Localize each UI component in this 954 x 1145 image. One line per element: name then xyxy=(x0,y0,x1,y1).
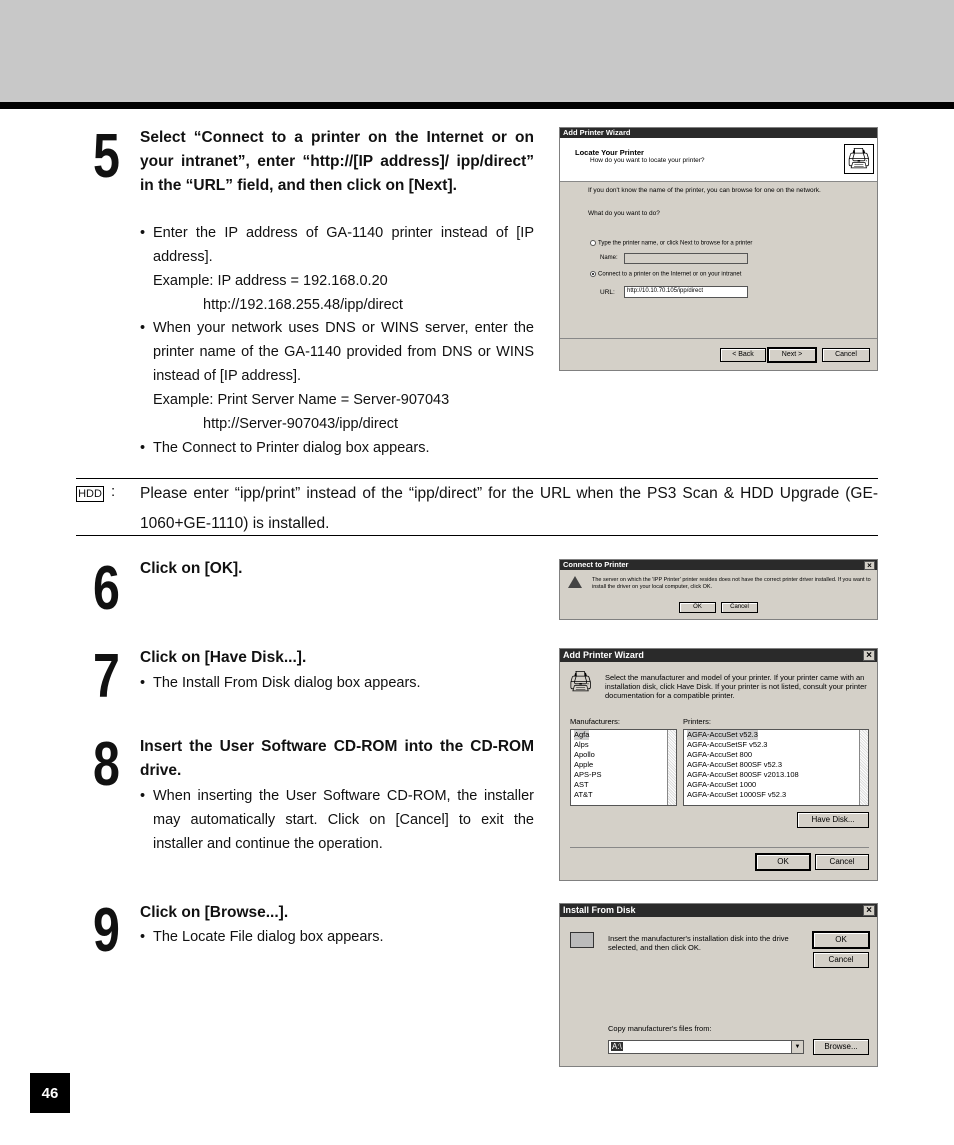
warning-icon xyxy=(568,576,582,588)
install-disk-message: Insert the manufacturer's installation disk into the drive selected, and then click OK. xyxy=(608,934,789,952)
ok-button[interactable]: OK xyxy=(679,602,716,613)
connect-message: The server on which the 'IPP Printer' printer resides does not have the correct printer driver installed. If you want to install the driver on your local computer, click OK. xyxy=(592,577,871,590)
step-5-example-1-label: Example: IP address = 192.168.0.20 xyxy=(153,273,388,289)
list-item[interactable]: AGFA-AccuSet v52.3 xyxy=(687,730,758,739)
radio-label: Type the printer name, or click Next to browse for a printer xyxy=(598,240,753,247)
step-5-bullet-2: • When your network uses DNS or WINS server, enter the printer name of the GA-1140 provided from DNS or WINS instead of [IP address]. xyxy=(140,316,534,388)
dialog-title-text: Connect to Printer xyxy=(563,560,629,569)
cancel-button[interactable]: Cancel xyxy=(822,348,870,362)
scrollbar[interactable] xyxy=(667,730,676,805)
radio-icon xyxy=(590,271,596,277)
note-text: Please enter “ipp/print” instead of the “ipp/direct” for the URL when the PS3 Scan & HDD Upgrade (GE-1060+GE-1110) is installed. xyxy=(140,485,878,532)
disk-drive-icon xyxy=(570,932,594,948)
dialog-title: Add Printer Wizard xyxy=(560,128,877,138)
printer-icon: 🖨 xyxy=(844,144,874,174)
step-5-title: Select “Connect to a printer on the Internet or on your intranet”, enter “http://[IP address]/ ipp/direct” in the “URL” field, and then click on [Next]. xyxy=(140,129,534,194)
install-from-disk-dialog xyxy=(559,903,878,1067)
page-number: 46 xyxy=(30,1073,70,1113)
list-item[interactable]: Agfa xyxy=(574,730,590,739)
step-5-example-2-url: http://Server-907043/ipp/direct xyxy=(203,416,399,432)
chevron-down-icon[interactable]: ▼ xyxy=(791,1041,803,1053)
header-rule xyxy=(0,102,954,109)
divider xyxy=(560,338,877,339)
list-item[interactable]: AGFA-AccuSetSF v52.3 xyxy=(687,740,768,749)
cancel-button[interactable]: Cancel xyxy=(721,602,758,613)
radio-icon xyxy=(590,240,596,246)
wizard-question: What do you want to do? xyxy=(588,210,660,217)
cancel-button[interactable]: Cancel xyxy=(813,952,869,968)
wizard-header-panel xyxy=(560,138,877,182)
manufacturers-label: Manufacturers: xyxy=(570,717,621,726)
wizard-subheading: How do you want to locate your printer? xyxy=(590,157,705,164)
printers-label: Printers: xyxy=(683,717,711,726)
path-value: A:\ xyxy=(612,1042,622,1051)
dialog-title-text: Install From Disk xyxy=(563,905,636,915)
wizard-info-text: If you don't know the name of the printer, you can browse for one on the network. xyxy=(588,187,821,194)
list-item[interactable]: AST xyxy=(574,780,589,789)
printer-disk-icon: 🖨 xyxy=(568,671,594,693)
name-label: Name: xyxy=(600,255,618,261)
scrollbar[interactable] xyxy=(859,730,868,805)
browse-button[interactable]: Browse... xyxy=(813,1039,869,1055)
note-colon: : xyxy=(111,483,116,500)
copy-files-label: Copy manufacturer's files from: xyxy=(608,1024,712,1033)
radio-connect-internet[interactable] xyxy=(590,271,741,278)
step-9-title: Click on [Browse...]. xyxy=(140,904,289,921)
list-item[interactable]: Alps xyxy=(574,740,589,749)
back-button[interactable]: < Back xyxy=(720,348,766,362)
wizard-heading: Locate Your Printer xyxy=(575,148,644,157)
path-combo[interactable] xyxy=(608,1040,804,1054)
connect-to-printer-dialog xyxy=(559,559,878,620)
step-9-number: 9 xyxy=(93,896,118,965)
step-5-bullet-1: • Enter the IP address of GA-1140 printer instead of [IP address]. xyxy=(140,221,534,269)
add-printer-wizard-dialog xyxy=(559,127,878,371)
name-field[interactable] xyxy=(624,253,748,264)
header-band xyxy=(0,0,954,102)
step-6-number: 6 xyxy=(93,554,118,623)
have-disk-button[interactable]: Have Disk... xyxy=(797,812,869,828)
radio-label: Connect to a printer on the Internet or on your intranet xyxy=(598,271,742,278)
manufacturers-list[interactable] xyxy=(570,729,677,806)
step-8-bullet-1: • When inserting the User Software CD-ROM, the installer may automatically start. Click on [Cancel] to exit the installer and continue the operation. xyxy=(140,784,534,856)
step-5-example-1-url: http://192.168.255.48/ipp/direct xyxy=(203,297,403,313)
step-8-number: 8 xyxy=(93,730,118,799)
close-icon[interactable]: × xyxy=(863,650,875,661)
list-item[interactable]: Apollo xyxy=(574,750,595,759)
dialog-title-text: Add Printer Wizard xyxy=(563,650,644,660)
list-item[interactable]: AGFA-AccuSet 1000 xyxy=(687,780,757,789)
dialog-title xyxy=(560,560,877,570)
close-icon[interactable]: × xyxy=(863,905,875,916)
list-item[interactable]: AT&T xyxy=(574,790,593,799)
step-5-bullet-3: • The Connect to Printer dialog box appears. xyxy=(140,436,534,460)
list-item[interactable]: AGFA-AccuSet 800SF v2013.108 xyxy=(687,770,799,779)
ok-button[interactable]: OK xyxy=(813,932,869,948)
ok-button[interactable]: OK xyxy=(756,854,810,870)
list-item[interactable]: Apple xyxy=(574,760,594,769)
step-9-bullet-1: • The Locate File dialog box appears. xyxy=(140,925,534,949)
next-button[interactable]: Next > xyxy=(768,348,816,362)
url-field[interactable]: http://10.10.70.105/ipp/direct xyxy=(624,286,748,298)
add-printer-wizard-manufacturer-dialog xyxy=(559,648,878,881)
dialog-title xyxy=(560,649,877,662)
dialog-title xyxy=(560,904,877,917)
hdd-tag: HDD xyxy=(76,486,104,502)
cancel-button[interactable]: Cancel xyxy=(815,854,869,870)
divider xyxy=(570,847,869,848)
step-7-title: Click on [Have Disk...]. xyxy=(140,649,307,666)
list-item[interactable]: AGFA-AccuSet 800SF v52.3 xyxy=(687,760,783,769)
step-6-title: Click on [OK]. xyxy=(140,560,243,577)
list-item[interactable]: AGFA-AccuSet 800 xyxy=(687,750,753,759)
step-7-bullet-1: • The Install From Disk dialog box appears. xyxy=(140,671,534,695)
step-8-title: Insert the User Software CD-ROM into the CD-ROM drive. xyxy=(140,738,534,779)
wizard2-message: Select the manufacturer and model of your printer. If your printer came with an installation disk, click Have Disk. If your printer is not listed, consult your printer documentation for a compatible printer. xyxy=(605,673,867,700)
list-item[interactable]: APS-PS xyxy=(574,770,602,779)
close-icon[interactable]: × xyxy=(864,561,875,570)
step-5-number: 5 xyxy=(93,122,118,191)
list-item[interactable]: AGFA-AccuSet 1000SF v52.3 xyxy=(687,790,787,799)
printers-list[interactable] xyxy=(683,729,869,806)
url-label: URL: xyxy=(600,289,615,296)
note-bottom-rule xyxy=(76,535,878,536)
step-5-example-2-label: Example: Print Server Name = Server-907043 xyxy=(153,392,450,408)
radio-type-name[interactable] xyxy=(590,240,752,247)
step-7-number: 7 xyxy=(93,642,118,711)
